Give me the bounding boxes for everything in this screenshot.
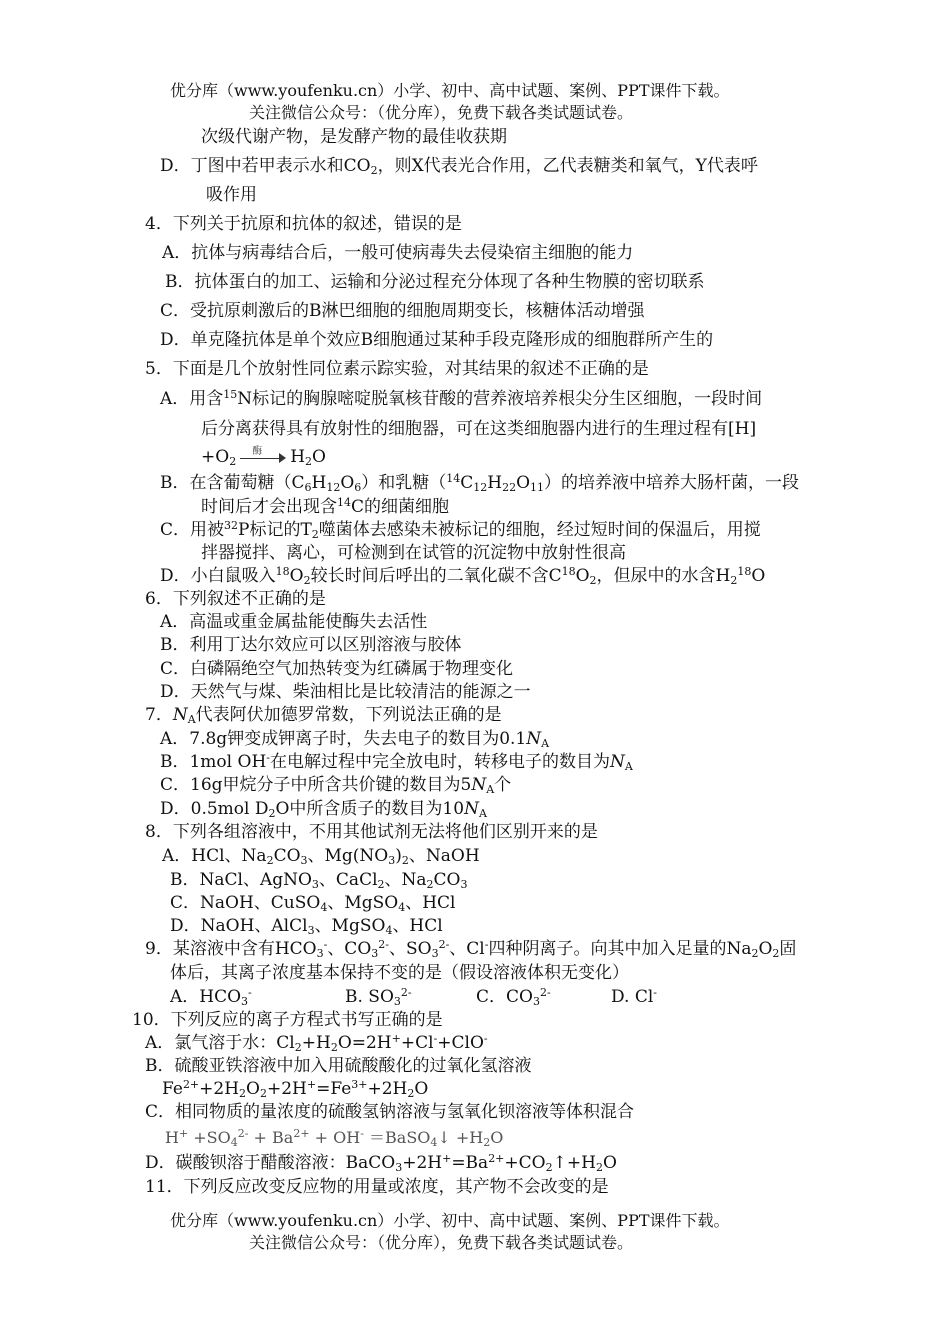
q6-option-b: B．利用丁达尔效应可以区别溶液与胶体: [160, 635, 462, 655]
q4-option-b: B．抗体蛋白的加工、运输和分泌过程充分体现了各种生物膜的密切联系: [165, 272, 705, 292]
footer-line-2: 关注微信公众号：（优分库），免费下载各类试题试卷。: [249, 1233, 634, 1252]
q7-option-d: D．0.5mol $D_2O$中所含质子的数目为$10N_A$: [160, 799, 487, 820]
q8-option-a: A．HCl、$Na_2CO_3$、$Mg(NO_3)_2$、NaOH: [162, 846, 480, 867]
q9-option-a: A．$HCO_3^-$: [170, 986, 252, 1008]
q7-stem: 7．$N_A$代表阿伏加德罗常数，下列说法正确的是: [145, 705, 502, 726]
q3-option-c-tail: 次级代谢产物，是发酵产物的最佳收获期: [201, 127, 507, 147]
q7-option-c: C．16g甲烷分子中所含共价键的数目为$5N_A$个: [160, 775, 512, 796]
q5-option-a-line1: A．用含$^{15}$N标记的胸腺嘧啶脱氧核苷酸的营养液培养根尖分生区细胞，一段时间: [160, 388, 763, 409]
q6-option-c: C．白磷隔绝空气加热转变为红磷属于物理变化: [160, 659, 514, 679]
q7-option-b: B．1mol OH-在电解过程中完全放电时，转移电子的数目为$N_A$: [160, 751, 633, 773]
q5-option-c-line1: C．用被$^{32}$P标记的$T_2$噬菌体去感染未被标记的细胞，经过短时间的保温后，用搅: [160, 519, 761, 541]
q8-option-c: C．NaOH、CuSO$_4$、MgSO$_4$、HCl: [170, 893, 456, 914]
q3-option-d-line2: 吸作用: [206, 185, 257, 205]
q10-option-d: D．碳酸钡溶于醋酸溶液：$BaCO_3+2H^+=Ba^{2+}+CO_2↑+H_2O$: [145, 1152, 617, 1174]
q8-stem: 8．下列各组溶液中，不用其他试剂无法将他们区别开来的是: [145, 822, 598, 842]
header-line-1: 优分库（www.youfenku.cn）小学、初中、高中试题、案例、PPT课件下载。: [170, 81, 730, 100]
q9-stem-line2: 体后，其离子浓度基本保持不变的是（假设溶液体积无变化）: [170, 963, 629, 983]
q5-option-b-line2: 时间后才会出现含$^{14}$C的细菌细胞: [201, 496, 450, 517]
q5-option-b-line1: B．在含葡萄糖$(C_6H_{12}O_6)$和乳糖$(^{14}C_{12}H_{22}O_{11})$的培养液中培养大肠杆菌，一段: [160, 472, 800, 494]
header-line-2: 关注微信公众号：（优分库），免费下载各类试题试卷。: [249, 103, 634, 122]
q5-option-a-line2: 后分离获得具有放射性的细胞器，可在这类细胞器内进行的生理过程有[H]: [201, 419, 757, 439]
enzyme-arrow-icon: 酶: [240, 451, 286, 465]
q4-option-a: A．抗体与病毒结合后，一般可使病毒失去侵染宿主细胞的能力: [162, 243, 634, 263]
q6-stem: 6．下列叙述不正确的是: [145, 589, 326, 609]
q5-option-d: D．小白鼠吸入$^{18}O_2$较长时间后呼出的二氧化碳不含$C^{18}O_2$，但尿中的水含$H_2^{18}O$: [160, 565, 766, 587]
q7-option-a: A．7.8g钾变成钾离子时，失去电子的数目为$0.1N_A$: [160, 729, 550, 750]
q9-option-d: D. Cl-: [611, 986, 657, 1007]
q9-option-c: C．$CO_3^{2-}$: [476, 986, 551, 1008]
q4-stem: 4．下列关于抗原和抗体的叙述，错误的是: [145, 214, 462, 234]
q10-option-c-line1: C．相同物质的量浓度的硫酸氢钠溶液与氢氧化钡溶液等体积混合: [145, 1102, 635, 1122]
q6-option-d: D．天然气与煤、柴油相比是比较清洁的能源之一: [160, 682, 531, 702]
q5-option-a-line3: $+O_2$ 酶 $H_2O$: [201, 445, 326, 468]
q10-option-c-equation: $H^+ +SO_4^{2-} + Ba^{2+} + OH^-$ ＝BaSO$_4$↓ $+H_2O$: [165, 1127, 504, 1149]
q5-stem: 5．下面是几个放射性同位素示踪实验，对其结果的叙述不正确的是: [145, 359, 649, 379]
q8-option-b: B．NaCl、AgNO$_3$、CaCl$_2$、$Na_2CO_3$: [170, 870, 468, 891]
q10-option-a: A．氯气溶于水：$Cl_2+H_2O=2H^++Cl^-+ClO^-$: [145, 1032, 488, 1054]
q6-option-a: A．高温或重金属盐能使酶失去活性: [160, 612, 428, 632]
q9-stem-line1: 9．某溶液中含有$HCO_3^-$、$CO_3^{2-}$、$SO_3^{2-}$、Cl-四种阴离子。向其中加入足量的$Na_2O_2$固: [145, 938, 797, 960]
q8-option-d: D．NaOH、AlCl$_3$、MgSO$_4$、HCl: [170, 916, 443, 937]
q3-option-d-line1: D．丁图中若甲表示水和$CO_2$，则X代表光合作用，乙代表糖类和氧气，Y代表呼: [160, 156, 758, 177]
q11-stem: 11．下列反应改变反应物的用量或浓度，其产物不会改变的是: [145, 1177, 609, 1197]
q10-option-b-line2: $Fe^{2+}+2H_2O_2+2H^+=Fe^{3+}+2H_2O$: [162, 1078, 429, 1100]
q4-option-d: D．单克隆抗体是单个效应B细胞通过某种手段克隆形成的细胞群所产生的: [160, 330, 714, 350]
q5-option-c-line2: 拌器搅拌、离心，可检测到在试管的沉淀物中放射性很高: [201, 543, 626, 563]
footer-line-1: 优分库（www.youfenku.cn）小学、初中、高中试题、案例、PPT课件下载。: [170, 1211, 730, 1230]
q10-option-b-line1: B．硫酸亚铁溶液中加入用硫酸酸化的过氧化氢溶液: [145, 1056, 532, 1076]
q10-stem: 10．下列反应的离子方程式书写正确的是: [132, 1010, 443, 1030]
q4-option-c: C．受抗原刺激后的B淋巴细胞的细胞周期变长，核糖体活动增强: [160, 301, 645, 321]
q9-option-b: B. $SO_3^{2-}$: [345, 986, 412, 1008]
